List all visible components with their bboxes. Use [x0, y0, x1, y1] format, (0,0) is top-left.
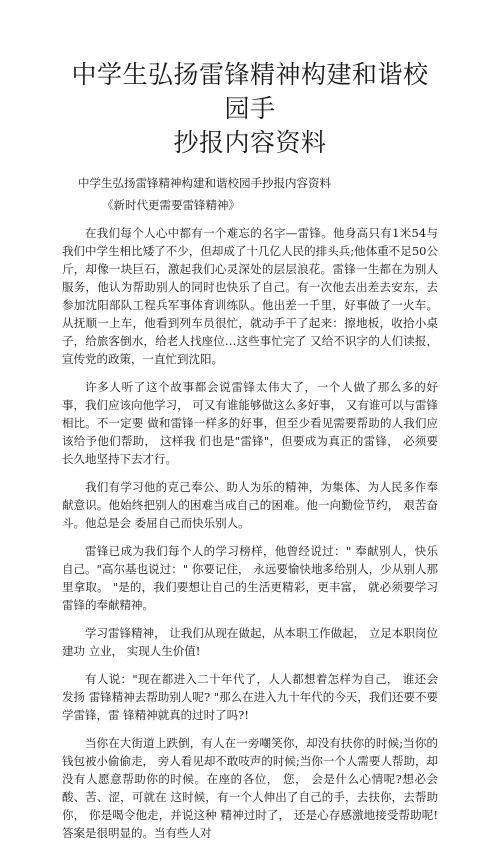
- title-line-1: 中学生弘扬雷锋精神构建和谐校园手: [71, 60, 429, 123]
- paragraph-6: 有人说："现在都进入二十年代了，人人都想着怎样为自己， 谁还会发扬 雷锋精神去帮助别人呢? "那么在进入九十年代的今天，我们还要不要学雷锋，雷 锋精神就真的过时了吗?!: [62, 672, 438, 722]
- document-subtitle: 中学生弘扬雷锋精神构建和谐校园手抄报内容资料: [78, 176, 331, 190]
- paragraph-5: 学习雷锋精神， 让我们从现在做起，从本职工作做起， 立足本职岗位建功 立业， 实现人生价值!: [62, 626, 438, 658]
- title-line-2: 抄报内容资料: [173, 128, 327, 157]
- paragraph-1: 在我们每个人心中都有一个难忘的名字—雷锋。他身高只有1米54与我们中学生相比矮了不少，但却成了十几亿人民的排头兵;他体重不足50公斤，却像一块巨石，激起我们心灵深处的层层浪花。雷锋一生都在为别人服务，他认为帮助别人的同时也快乐了自己。有一次他去出差去安东，去参加沈阳部队工程兵军事体育训练队。他出差一千里，好事做了一火车。从抚顺一上车，他看到列车员很忙，就动手干了起来：擦地板，收拾小桌子，给旅客倒水，给老人找座位…这些事忙完了 又给不识字的人们读报， 宣传党的政策，一直忙到沈阳。: [62, 226, 438, 366]
- paragraph-2: 许多人听了这个故事都会说雷锋太伟大了，一个人做了那么多的好事，我们应该向他学习， 可又有谁能够做这么多好事， 又有谁可以与雷锋相比。不一定要 做和雷锋一样多的好事，但至少看见需要帮助的人我们应该给予他们帮助， 这样我 们也是"雷锋"，但要成为真正的雷锋， 必须要长久地坚持下去才行。: [62, 380, 438, 466]
- section-heading: 《新时代更需要雷锋精神》: [102, 198, 240, 212]
- paragraph-7: 当你在大街道上跌倒，有人在一旁嘲笑你，却没有扶你的时候;当你的钱包被小偷偷走， 旁人看见却不敢吱声的时候;当你一个人需要人帮助，却没有人愿意帮助你的时候。在座的各位， 您， 会是什么心情呢?想必会酸、苦、涩，可就在 这时候，有一个人伸出了自己的手，去扶你，去帮助你， 你是喝令他走，并说这种 精神过时了， 还是心存感激地接受帮助呢!答案是很明显的。当有些人对: [62, 736, 438, 840]
- paragraph-3: 我们有学习他的克己奉公、助人为乐的精神，为集体、为人民多作奉献意识。他始终把别人的困难当成自己的困难。他一向勤俭节约， 艰苦奋斗。他总是会 委屈自己而快乐别人。: [62, 480, 438, 530]
- document-title: [62, 58, 438, 160]
- paragraph-4: 雷锋已成为我们每个人的学习榜样，他曾经说过：" 奉献别人，快乐自己。"高尔基也说过：" 你要记住， 永远要愉快地多给别人，少从别人那里拿取。 "是的，我们要想让自己的生活更精彩，更丰富， 就必须要学习雷锋的奉献精神。: [62, 544, 438, 612]
